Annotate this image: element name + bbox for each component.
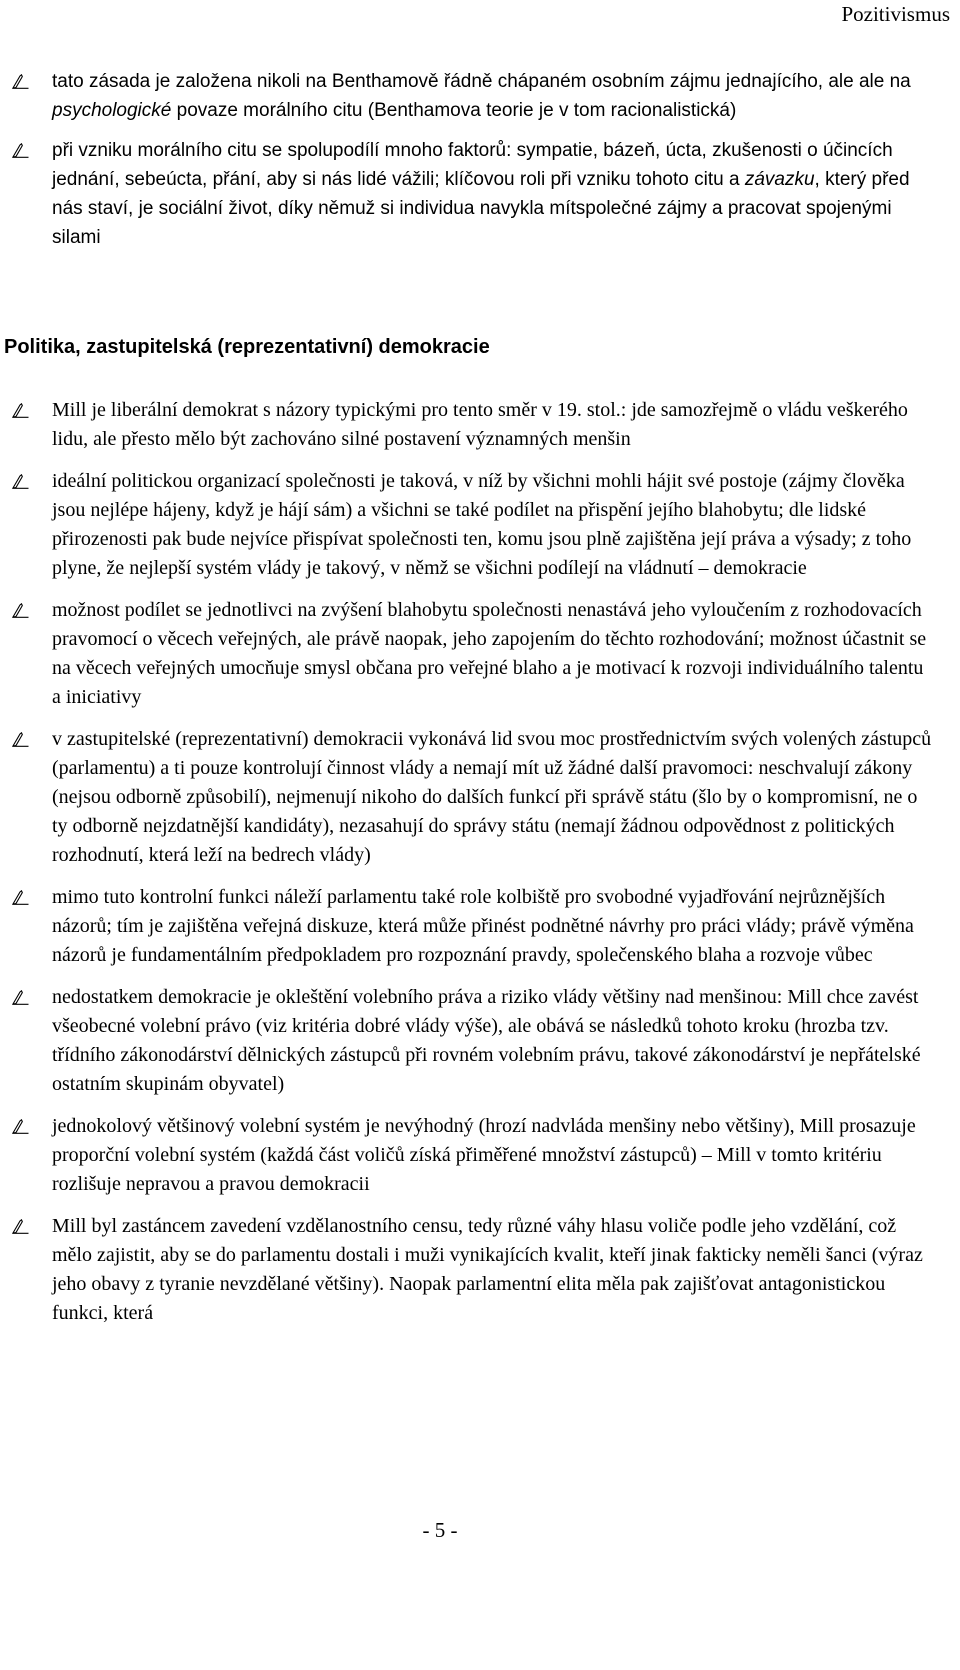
item-text: nedostatkem demokracie je okleštění volebního práva a riziko vlády většiny nad menšinou: Mill chce zavést všeobecné volební právo (viz kritéria dobré vlády výše), ale obává se následků tohoto kroku (hrozba tzv. třídního zákonodárství dělnických zástupců při rovném volebním právu, takové zákonodárství je nepřátelské ostatním skupinám obyvatel) (52, 986, 921, 1095)
pencil-icon (12, 1219, 29, 1234)
pencil-icon (12, 403, 29, 418)
pencil-icon (12, 74, 29, 89)
list-item (12, 883, 932, 970)
list-item (12, 1112, 932, 1199)
list-item (12, 596, 932, 712)
section-two-list (12, 396, 932, 1341)
list-item (12, 983, 932, 1099)
item-text: Mill je liberální demokrat s názory typickými pro tento směr v 19. stol.: jde samozřejmě o vládu veškerého lidu, ale přesto mělo být zachováno silné postavení významných menšin (52, 399, 908, 450)
list-item (12, 67, 932, 125)
item-text: ideální politickou organizací společnosti je taková, v níž by všichni mohli hájit své postoje (zájmy člověka jsou nejlépe hájeny, když je hájí sám) a všichni se také podílet na přispění jejího blahobytu; dle lidské přirozenosti pak bude nejvíce přispívat společnosti ten, komu jsou plně zajištěna její práva a výsady; z toho plyne, že nejlepší systém vlády je takový, v němž se všichni podílejí na vládnutí – demokracie (52, 470, 912, 579)
item-text: Mill byl zastáncem zavedení vzdělanostního censu, tedy různé váhy hlasu voliče podle jeho vzdělání, což mělo zajistit, aby se do parlamentu dostali i muži vynikajících kvalit, kteří jinak fakticky neměli šanci (výraz jeho obavy z tyranie nevzdělané většiny). Naopak parlamentní elita měla pak zajišťovat antagonistickou funkci, která (52, 1215, 923, 1324)
pencil-icon (12, 1119, 29, 1134)
pencil-icon (12, 890, 29, 905)
item-text: při vzniku morálního citu se spolupodílí mnoho faktorů: sympatie, bázeň, úcta, zkušenosti o účincích jednání, sebeúcta, přání, aby si nás lidé vážili; klíčovou roli při vzniku tohoto citu a závazku, který před nás staví, je sociální život, díky němuž si individua navykla mítspolečné zájmy a pracovat spojenými silami (52, 140, 910, 248)
pencil-icon (12, 732, 29, 747)
list-item (12, 467, 932, 583)
item-text: mimo tuto kontrolní funkci náleží parlamentu také role kolbiště pro svobodné vyjadřování nejrůznějších názorů; tím je zajištěna veřejná diskuze, která může přinést podnětné návrhy pro práci vlády; právě výměna názorů je fundamentálním předpokladem pro rozpoznání pravdy, společenského blaha a rozvoje vůbec (52, 886, 914, 966)
item-text: jednokolový většinový volební systém je nevýhodný (hrozí nadvláda menšiny nebo většiny), Mill prosazuje proporční volební systém (každá část voličů získá přiměřené množství zástupců) – Mill v tomto kritériu rozlišuje nepravou a pravou demokracii (52, 1115, 916, 1195)
running-head: Pozitivismus (841, 2, 950, 26)
list-item (12, 396, 932, 454)
pencil-icon (12, 143, 29, 158)
item-text: tato zásada je založena nikoli na Benthamově řádně chápaném osobním zájmu jednajícího, ale ale na psychologické povaze morálního citu (Benthamova teorie je v tom racionalistická) (52, 71, 911, 121)
list-item (12, 725, 932, 870)
pencil-icon (12, 603, 29, 618)
section-one-list (12, 67, 932, 263)
list-item (12, 1212, 932, 1328)
page-number: - 5 - (422, 1518, 458, 1542)
list-item (12, 136, 932, 252)
section-heading: Politika, zastupitelská (reprezentativní) demokracie (4, 336, 490, 358)
pencil-icon (12, 990, 29, 1005)
item-text: možnost podílet se jednotlivci na zvýšení blahobytu společnosti nenastává jeho vyloučením z rozhodovacích pravomocí o věcech veřejných, ale právě naopak, jeho zapojením do těchto rozhodování; možnost účastnit se na věcech veřejných umocňuje smysl občana pro veřejné blaho a je motivací k rozvoji individuálního talentu a iniciativy (52, 599, 927, 708)
item-text: v zastupitelské (reprezentativní) demokracii vykonává lid svou moc prostřednictvím svých volených zástupců (parlamentu) a ti pouze kontrolují činnost vlády a nemají mít už žádné další pravomoci: neschvalují zákony (nejsou odborně způsobilí), nejmenují nikoho do dalších funkcí při správě státu (šlo by o kompromisní, ne o ty odborně nejzdatnější kandidáty), nezasahují do správy státu (nemají žádnou odpovědnost z politických rozhodnutí, která leží na bedrech vlády) (52, 728, 932, 866)
pencil-icon (12, 474, 29, 489)
